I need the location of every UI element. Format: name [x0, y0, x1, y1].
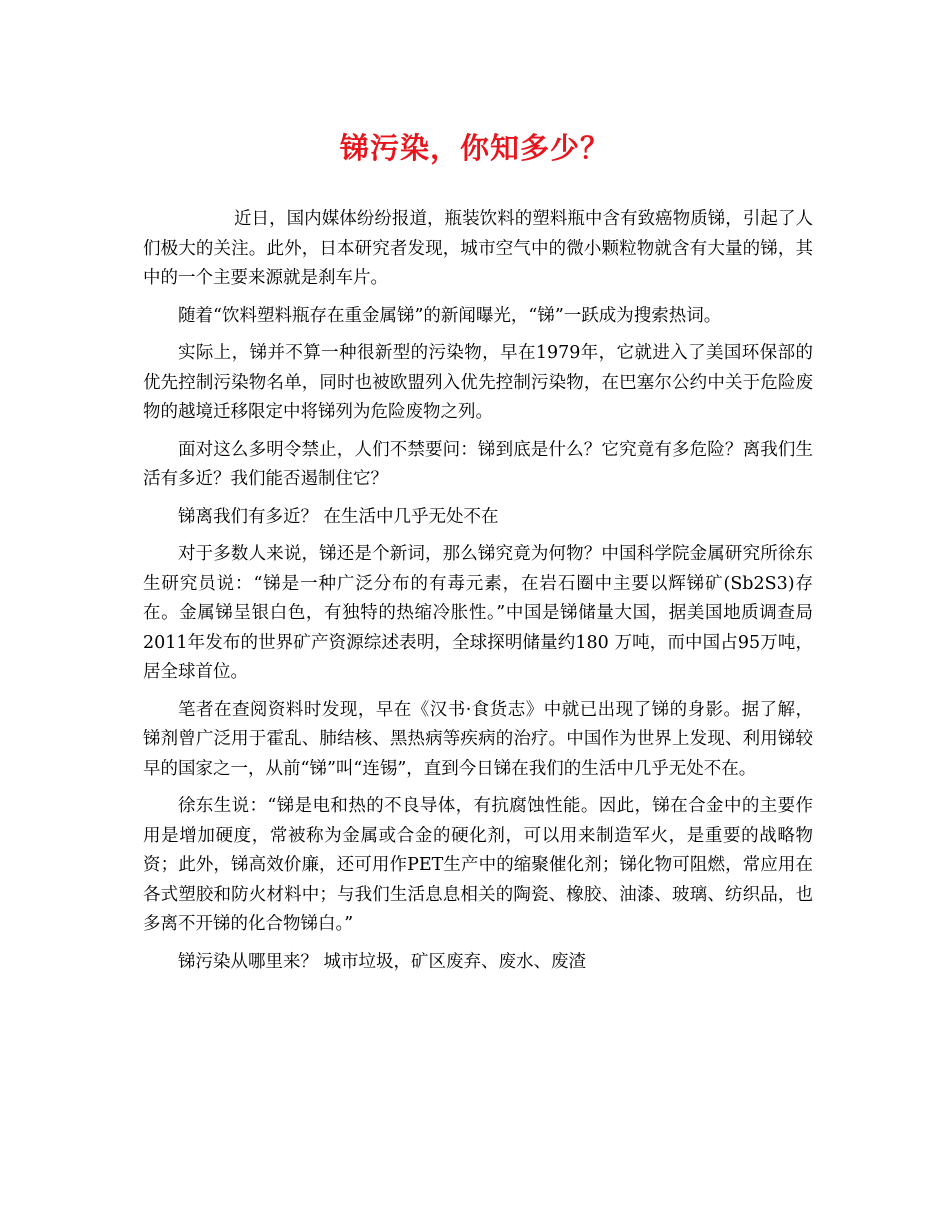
paragraph-definition: 对于多数人来说，锑还是个新词，那么锑究竟为何物？中国科学院金属研究所徐东生研究员说：“锑是一种广泛分布的有毒元素，在岩石圈中主要以辉锑矿(Sb2S3)存在。金属锑呈银白色，有独特的热缩冷胀性。”中国是锑储量大国，据美国地质调查局2011年发布的世界矿产资源综述表明，全球探明储量约180 万吨，而中国占95万吨，居全球首位。 [143, 544, 813, 682]
paragraph-history: 实际上，锑并不算一种很新型的污染物，早在1979年，它就进入了美国环保部的优先控制污染物名单，同时也被欧盟列入优先控制污染物，在巴塞尔公约中关于危险废物的越境迁移限定中将锑列为危险废物之列。 [143, 343, 813, 422]
paragraph-historical-use: 笔者在查阅资料时发现，早在《汉书·食货志》中就已出现了锑的身影。据了解，锑剂曾广泛用于霍乱、肺结核、黑热病等疾病的治疗。中国作为世界上发现、利用锑较早的国家之一，从前“锑”叫“连锡”，直到今日锑在我们的生活中几乎无处不在。 [143, 699, 813, 779]
section-heading-sources: 锑污染从哪里来？ 城市垃圾，矿区废弃、废水、废渣 [178, 951, 587, 972]
article-body [143, 205, 813, 985]
section-heading-proximity: 锑离我们有多近？ 在生活中几乎无处不在 [178, 506, 499, 527]
paragraph-questions: 面对这么多明令禁止，人们不禁要问：锑到底是什么？它究竟有多危险？离我们生活有多近？我们能否遏制住它？ [143, 439, 813, 489]
page-title: 锑污染，你知多少？ [339, 131, 610, 165]
paragraph-news: 随着“饮料塑料瓶存在重金属锑”的新闻曝光，“锑”一跃成为搜索热词。 [178, 305, 722, 326]
paragraph-intro: 近日，国内媒体纷纷报道，瓶装饮料的塑料瓶中含有致癌物质锑，引起了人们极大的关注。此外，日本研究者发现，城市空气中的微小颗粒物就含有大量的锑，其中的一个主要来源就是刹车片。 [143, 209, 813, 288]
paragraph-applications: 徐东生说：“锑是电和热的不良导体，有抗腐蚀性能。因此，锑在合金中的主要作用是增加硬度，常被称为金属或合金的硬化剂，可以用来制造军火，是重要的战略物资；此外，锑高效价廉，还可用作PET生产中的缩聚催化剂；锑化物可阻燃，常应用在各式塑胶和防火材料中；与我们生活息息相关的陶瓷、橡胶、油漆、玻璃、纺织品，也多离不开锑的化合物锑白。” [143, 796, 813, 934]
